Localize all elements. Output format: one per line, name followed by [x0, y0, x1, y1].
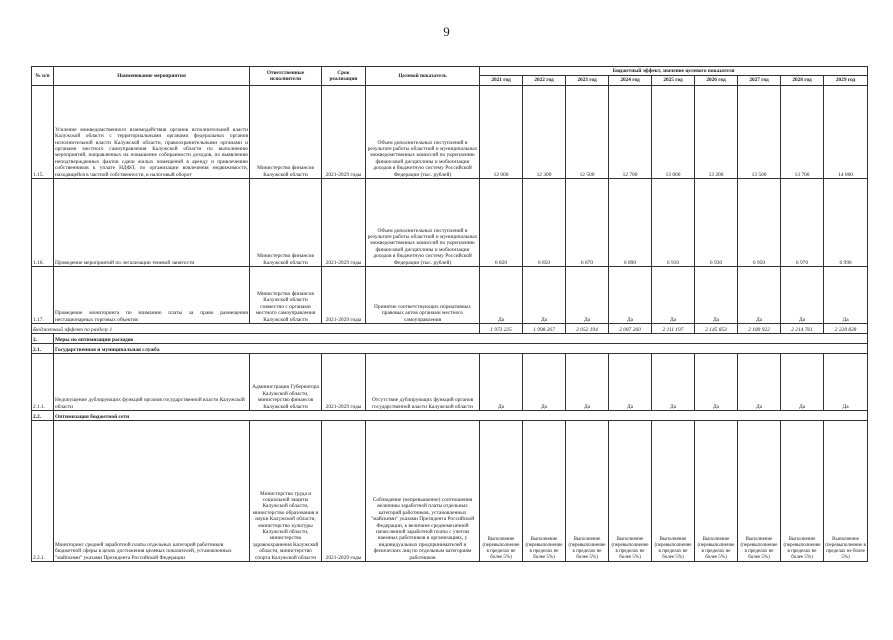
row-value: 6 820: [480, 179, 523, 267]
row-name: Усиление межведомственного взаимодействия органов исполнительной власти Калужской области с территориальными органами федеральных органов исполнительной власти Калужской области, правоохранительными органами и органами местного самоуправления Калужской области по выполнению мероприятий, направленных на повышение собираемости доходов, по выявлению неподтвержденных фактов сдачи жилых помещений в аренду и привлечению собственников к уплате НДФЛ, по организации вовлечения недвижимости, находящейся в частной собственности, в налоговый оборот: [54, 86, 250, 179]
section-row: [32, 344, 868, 354]
row-value: Да: [781, 267, 824, 324]
row-value: Да: [652, 354, 695, 411]
row-value: 13 500: [738, 86, 781, 179]
table-row: [32, 354, 868, 411]
row-value: Выполнение (перевыполнение в пределах не более 5%): [523, 421, 566, 562]
row-term: 2021-2029 годы: [322, 354, 366, 411]
row-value: 13 700: [781, 86, 824, 179]
row-value: 2 145 853: [695, 324, 738, 334]
row-resp: Администрация Губернатора Калужской области, министерство финансов Калужской области: [250, 354, 322, 411]
row-value: Да: [652, 267, 695, 324]
row-value: 6 910: [652, 179, 695, 267]
row-term: 2021-2029 годы: [322, 421, 366, 562]
row-value: 6 990: [824, 179, 868, 267]
row-value: Выполнение (перевыполнение в пределах не более 5%): [695, 421, 738, 562]
budget-effect-row: [32, 324, 868, 334]
section-label: Меры по оптимизации расходов: [54, 334, 868, 344]
header-year: 2023 год: [566, 76, 609, 86]
section-label: Государственная и муниципальная служба: [54, 344, 868, 354]
row-num: 1.15.: [32, 86, 54, 179]
header-target: Целевой показатель: [366, 67, 480, 86]
row-value: 1 973 225: [480, 324, 523, 334]
row-num: 1.17.: [32, 267, 54, 324]
row-value: Да: [523, 267, 566, 324]
row-term: 2021-2029 годы: [322, 86, 366, 179]
row-value: 13 200: [695, 86, 738, 179]
header-budget: Бюджетный эффект, значение целевого показателя: [480, 67, 868, 76]
table-row: [32, 86, 868, 179]
header-year: 2022 год: [523, 76, 566, 86]
row-term: 2021-2029 годы: [322, 179, 366, 267]
header-term: Срок реализации: [322, 67, 366, 86]
row-value: 2 189 922: [738, 324, 781, 334]
row-value: Выполнение (перевыполнение в пределах не более 5%): [609, 421, 652, 562]
row-resp: Министерство финансов Калужской области: [250, 86, 322, 179]
row-resp: Министерство финансов Калужской области совместно с органами местного самоуправления Калужской области: [250, 267, 322, 324]
row-value: Да: [566, 267, 609, 324]
row-target: Объем дополнительных поступлений в результате работы областной и муниципальных межведомственных комиссий по укреплению финансовой дисциплины и мобилизации доходов в бюджетную систему Российской Федерации (тыс. рублей): [366, 179, 480, 267]
row-value: Выполнение (перевыполнение в пределах не более 5%): [566, 421, 609, 562]
row-value: Выполнение (перевыполнение в пределах не более 5%): [781, 421, 824, 562]
row-target: Принятие соответствующих нормативных правовых актов органами местного самоуправления: [366, 267, 480, 324]
row-value: Да: [480, 267, 523, 324]
row-value: 6 930: [695, 179, 738, 267]
measures-table: [31, 66, 868, 562]
row-value: Да: [695, 354, 738, 411]
row-value: 6 870: [566, 179, 609, 267]
row-value: Выполнение (перевыполнение в пределах не более 5%): [824, 421, 868, 562]
page-number: 9: [443, 24, 450, 39]
row-value: Да: [824, 267, 868, 324]
row-value: 2 052 194: [566, 324, 609, 334]
table-row: [32, 179, 868, 267]
row-value: Да: [824, 354, 868, 411]
header-year: 2025 год: [652, 76, 695, 86]
row-value: 14 000: [824, 86, 868, 179]
row-name: Проведение мероприятий по легализации теневой занятости: [54, 179, 250, 267]
section-num: 2.1.: [32, 344, 54, 354]
row-name: Мониторинг средней заработной платы отдельных категорий работников бюджетной сферы в целях достижения целевых показателей, установленных "майскими" указами Президента Российской Федерации: [54, 421, 250, 562]
row-num: 2.1.1.: [32, 354, 54, 411]
row-resp: Министерство труда и социальной защиты Калужской области, министерство образования и науки Калужской области, министерство культуры Калужской области, министерство здравоохранения Калужской области, министерство спорта Калужской области: [250, 421, 322, 562]
row-name: Проведение мониторинга по взиманию платы за право размещения нестационарных торговых объектов: [54, 267, 250, 324]
row-value: 12 700: [609, 86, 652, 179]
section-num: 2.: [32, 334, 54, 344]
row-value: Выполнение (перевыполнение в пределах не более 5%): [480, 421, 523, 562]
row-value: Выполнение (перевыполнение в пределах не более 5%): [652, 421, 695, 562]
row-target: Соблюдение (непревышение) соотношения величины заработной платы отдельных категорий работников, установленных "майскими" указами Президента Российской Федерации, к величине среднемесячной начисленной заработной платы с учетом наемных работников в организациях, у индивидуальных предпринимателей и физических лиц по отдельным категориям работников: [366, 421, 480, 562]
row-value: 2 111 197: [652, 324, 695, 334]
row-value: 2 087 260: [609, 324, 652, 334]
row-value: Да: [609, 354, 652, 411]
row-target: Отсутствие дублирующих функций органов государственной власти Калужской области: [366, 354, 480, 411]
header-year: 2021 год: [480, 76, 523, 86]
row-value: 12 500: [566, 86, 609, 179]
header-year: 2029 год: [824, 76, 868, 86]
row-value: 12 000: [480, 86, 523, 179]
row-value: Выполнение (перевыполнение в пределах не более 5%): [738, 421, 781, 562]
section-label: Оптимизация бюджетной сети: [54, 411, 868, 421]
header-year: 2024 год: [609, 76, 652, 86]
row-value: Да: [738, 354, 781, 411]
section-row: [32, 411, 868, 421]
row-value: 6 970: [781, 179, 824, 267]
header-name: Наименование мероприятия: [54, 67, 250, 86]
header-year: 2027 год: [738, 76, 781, 86]
row-term: 2021-2029 годы: [322, 267, 366, 324]
row-resp: Министерство финансов Калужской области: [250, 179, 322, 267]
header-year: 2028 год: [781, 76, 824, 86]
section-row: [32, 334, 868, 344]
row-value: Да: [566, 354, 609, 411]
row-target: Объем дополнительных поступлений в результате работы областной и муниципальных межведомственных комиссий по укреплению финансовой дисциплины и мобилизации доходов в бюджетную систему Российской Федерации (тыс. рублей): [366, 86, 480, 179]
row-num: 2.2.1.: [32, 421, 54, 562]
header-resp: Ответственные исполнители: [250, 67, 322, 86]
row-value: 6 890: [609, 179, 652, 267]
row-value: 1 998 267: [523, 324, 566, 334]
row-value: Да: [609, 267, 652, 324]
row-num: 1.16.: [32, 179, 54, 267]
budget-effect-label: Бюджетный эффект по разделу 1: [32, 324, 480, 334]
row-name: Недопущение дублирующих функций органов государственной власти Калужской области: [54, 354, 250, 411]
row-value: Да: [523, 354, 566, 411]
table-row: [32, 421, 868, 562]
row-value: 6 850: [523, 179, 566, 267]
row-value: 2 214 761: [781, 324, 824, 334]
table-row: [32, 267, 868, 324]
row-value: Да: [695, 267, 738, 324]
row-value: 2 228 828: [824, 324, 868, 334]
header-num: № п/п: [32, 67, 54, 86]
row-value: Да: [480, 354, 523, 411]
row-value: Да: [738, 267, 781, 324]
row-value: 6 950: [738, 179, 781, 267]
header-year: 2026 год: [695, 76, 738, 86]
section-num: 2.2.: [32, 411, 54, 421]
row-value: 13 000: [652, 86, 695, 179]
row-value: 12 300: [523, 86, 566, 179]
row-value: Да: [781, 354, 824, 411]
